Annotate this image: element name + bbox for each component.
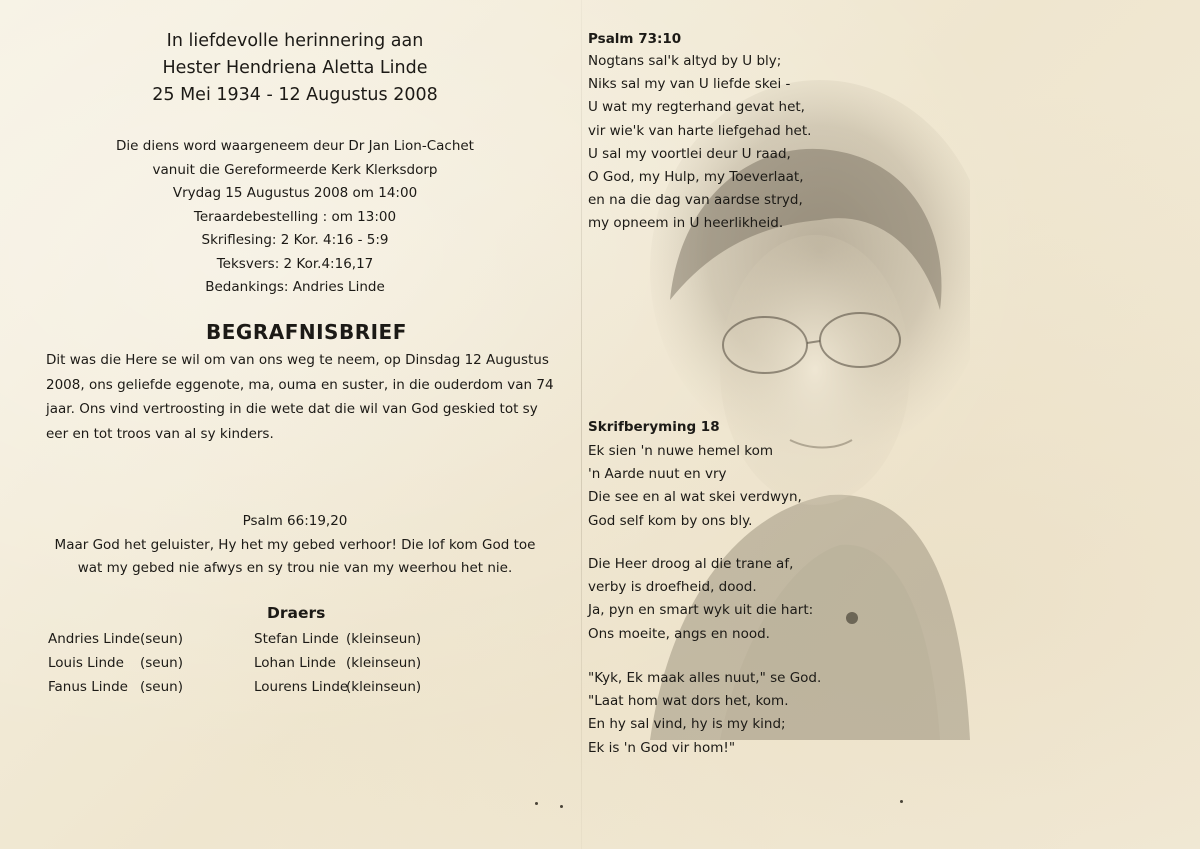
verse-line: "Kyk, Ek maak alles nuut," se God.	[588, 670, 822, 686]
brief-title: BEGRAFNISBRIEF	[206, 320, 407, 344]
skrifberyming-title: Skrifberyming 18	[588, 419, 720, 435]
verse-line: en na die dag van aardse stryd,	[588, 192, 803, 209]
header-line-1: In liefdevolle herinnering aan	[166, 31, 424, 51]
psalm-66-line: wat my gebed nie afwys en sy trou nie van my weerhou het nie.	[77, 560, 513, 576]
service-thanks: Bedankings: Andries Linde	[205, 279, 385, 295]
psalm-73-verse	[588, 50, 811, 236]
pallbearer: Louis Linde (seun)	[48, 655, 183, 671]
service-reading: Skriflesing: 2 Kor. 4:16 - 5:9	[201, 232, 389, 248]
verse-line: God self kom by ons bly.	[588, 512, 753, 529]
service-officiant: Die diens word waargeneem deur Dr Jan Lion-Cachet	[116, 138, 474, 154]
brief-line: 2008, ons geliefde eggenote, ma, ouma en suster, in die ouderdom van 74	[46, 376, 554, 393]
psalm-73-title: Psalm 73:10	[588, 31, 682, 47]
skrifberyming-stanza-1	[588, 440, 802, 533]
verse-line: O God, my Hulp, my Toeverlaat,	[588, 169, 804, 186]
verse-line: Die Heer droog al die trane af,	[588, 556, 794, 572]
verse-line: Nogtans sal'k altyd by U bly;	[588, 53, 782, 69]
brief-line: jaar. Ons vind vertroosting in die wete dat die wil van God geskied tot sy	[46, 401, 538, 417]
deceased-name: Hester Hendriena Aletta Linde	[162, 58, 428, 78]
brief-text	[46, 348, 554, 446]
verse-line: Ek is 'n God vir hom!"	[588, 739, 736, 756]
service-date: Vrydag 15 Augustus 2008 om 14:00	[172, 185, 418, 201]
fold-line	[581, 0, 582, 849]
psalm-66-line: Maar God het geluister, Hy het my gebed verhoor! Die lof kom God toe	[54, 536, 536, 553]
skrifberyming-stanza-2	[588, 553, 813, 646]
pallbearers-title: Draers	[267, 604, 326, 622]
psalm-66	[40, 510, 550, 581]
pallbearer: Lourens Linde(kleinseun)	[254, 679, 422, 695]
brief-line: eer en tot troos van al sy kinders.	[46, 425, 274, 442]
pallbearer: Stefan Linde (kleinseun)	[254, 631, 422, 647]
pallbearers-right	[254, 627, 421, 699]
brief-line: Dit was die Here se wil om van ons weg te neem, op Dinsdag 12 Augustus	[46, 352, 549, 368]
verse-line: 'n Aarde nuut en vry	[588, 466, 727, 483]
service-church: vanuit die Gereformeerde Kerk Klerksdorp	[152, 161, 438, 178]
pallbearer: Fanus Linde (seun)	[48, 679, 183, 695]
verse-line: Die see en al wat skei verdwyn,	[588, 489, 802, 506]
verse-line: vir wie'k van harte liefgehad het.	[588, 122, 812, 139]
pallbearers-left	[48, 627, 183, 699]
verse-line: Ons moeite, angs en nood.	[588, 625, 770, 642]
verse-line: Niks sal my van U liefde skei -	[588, 76, 791, 93]
verse-line: U sal my voortlei deur U raad,	[588, 145, 791, 162]
life-dates: 25 Mei 1934 - 12 Augustus 2008	[152, 85, 438, 105]
verse-line: "Laat hom wat dors het, kom.	[588, 693, 789, 710]
pallbearer: Lohan Linde (kleinseun)	[254, 655, 422, 671]
verse-line: U wat my regterhand gevat het,	[588, 99, 805, 116]
verse-line: my opneem in U heerlikheid.	[588, 215, 784, 232]
service-text-verse: Teksvers: 2 Kor.4:16,17	[216, 255, 374, 272]
pallbearer: Andries Linde(seun)	[48, 631, 183, 647]
skrifberyming-stanza-3	[588, 667, 821, 760]
verse-line: Ek sien 'n nuwe hemel kom	[588, 443, 773, 459]
verse-line: En hy sal vind, hy is my kind;	[588, 716, 786, 733]
service-details	[80, 135, 510, 300]
service-burial: Teraardebestelling : om 13:00	[193, 208, 397, 225]
psalm-66-title: Psalm 66:19,20	[242, 513, 348, 529]
verse-line: Ja, pyn en smart wyk uit die hart:	[588, 602, 814, 619]
verse-line: verby is droefheid, dood.	[588, 579, 757, 596]
